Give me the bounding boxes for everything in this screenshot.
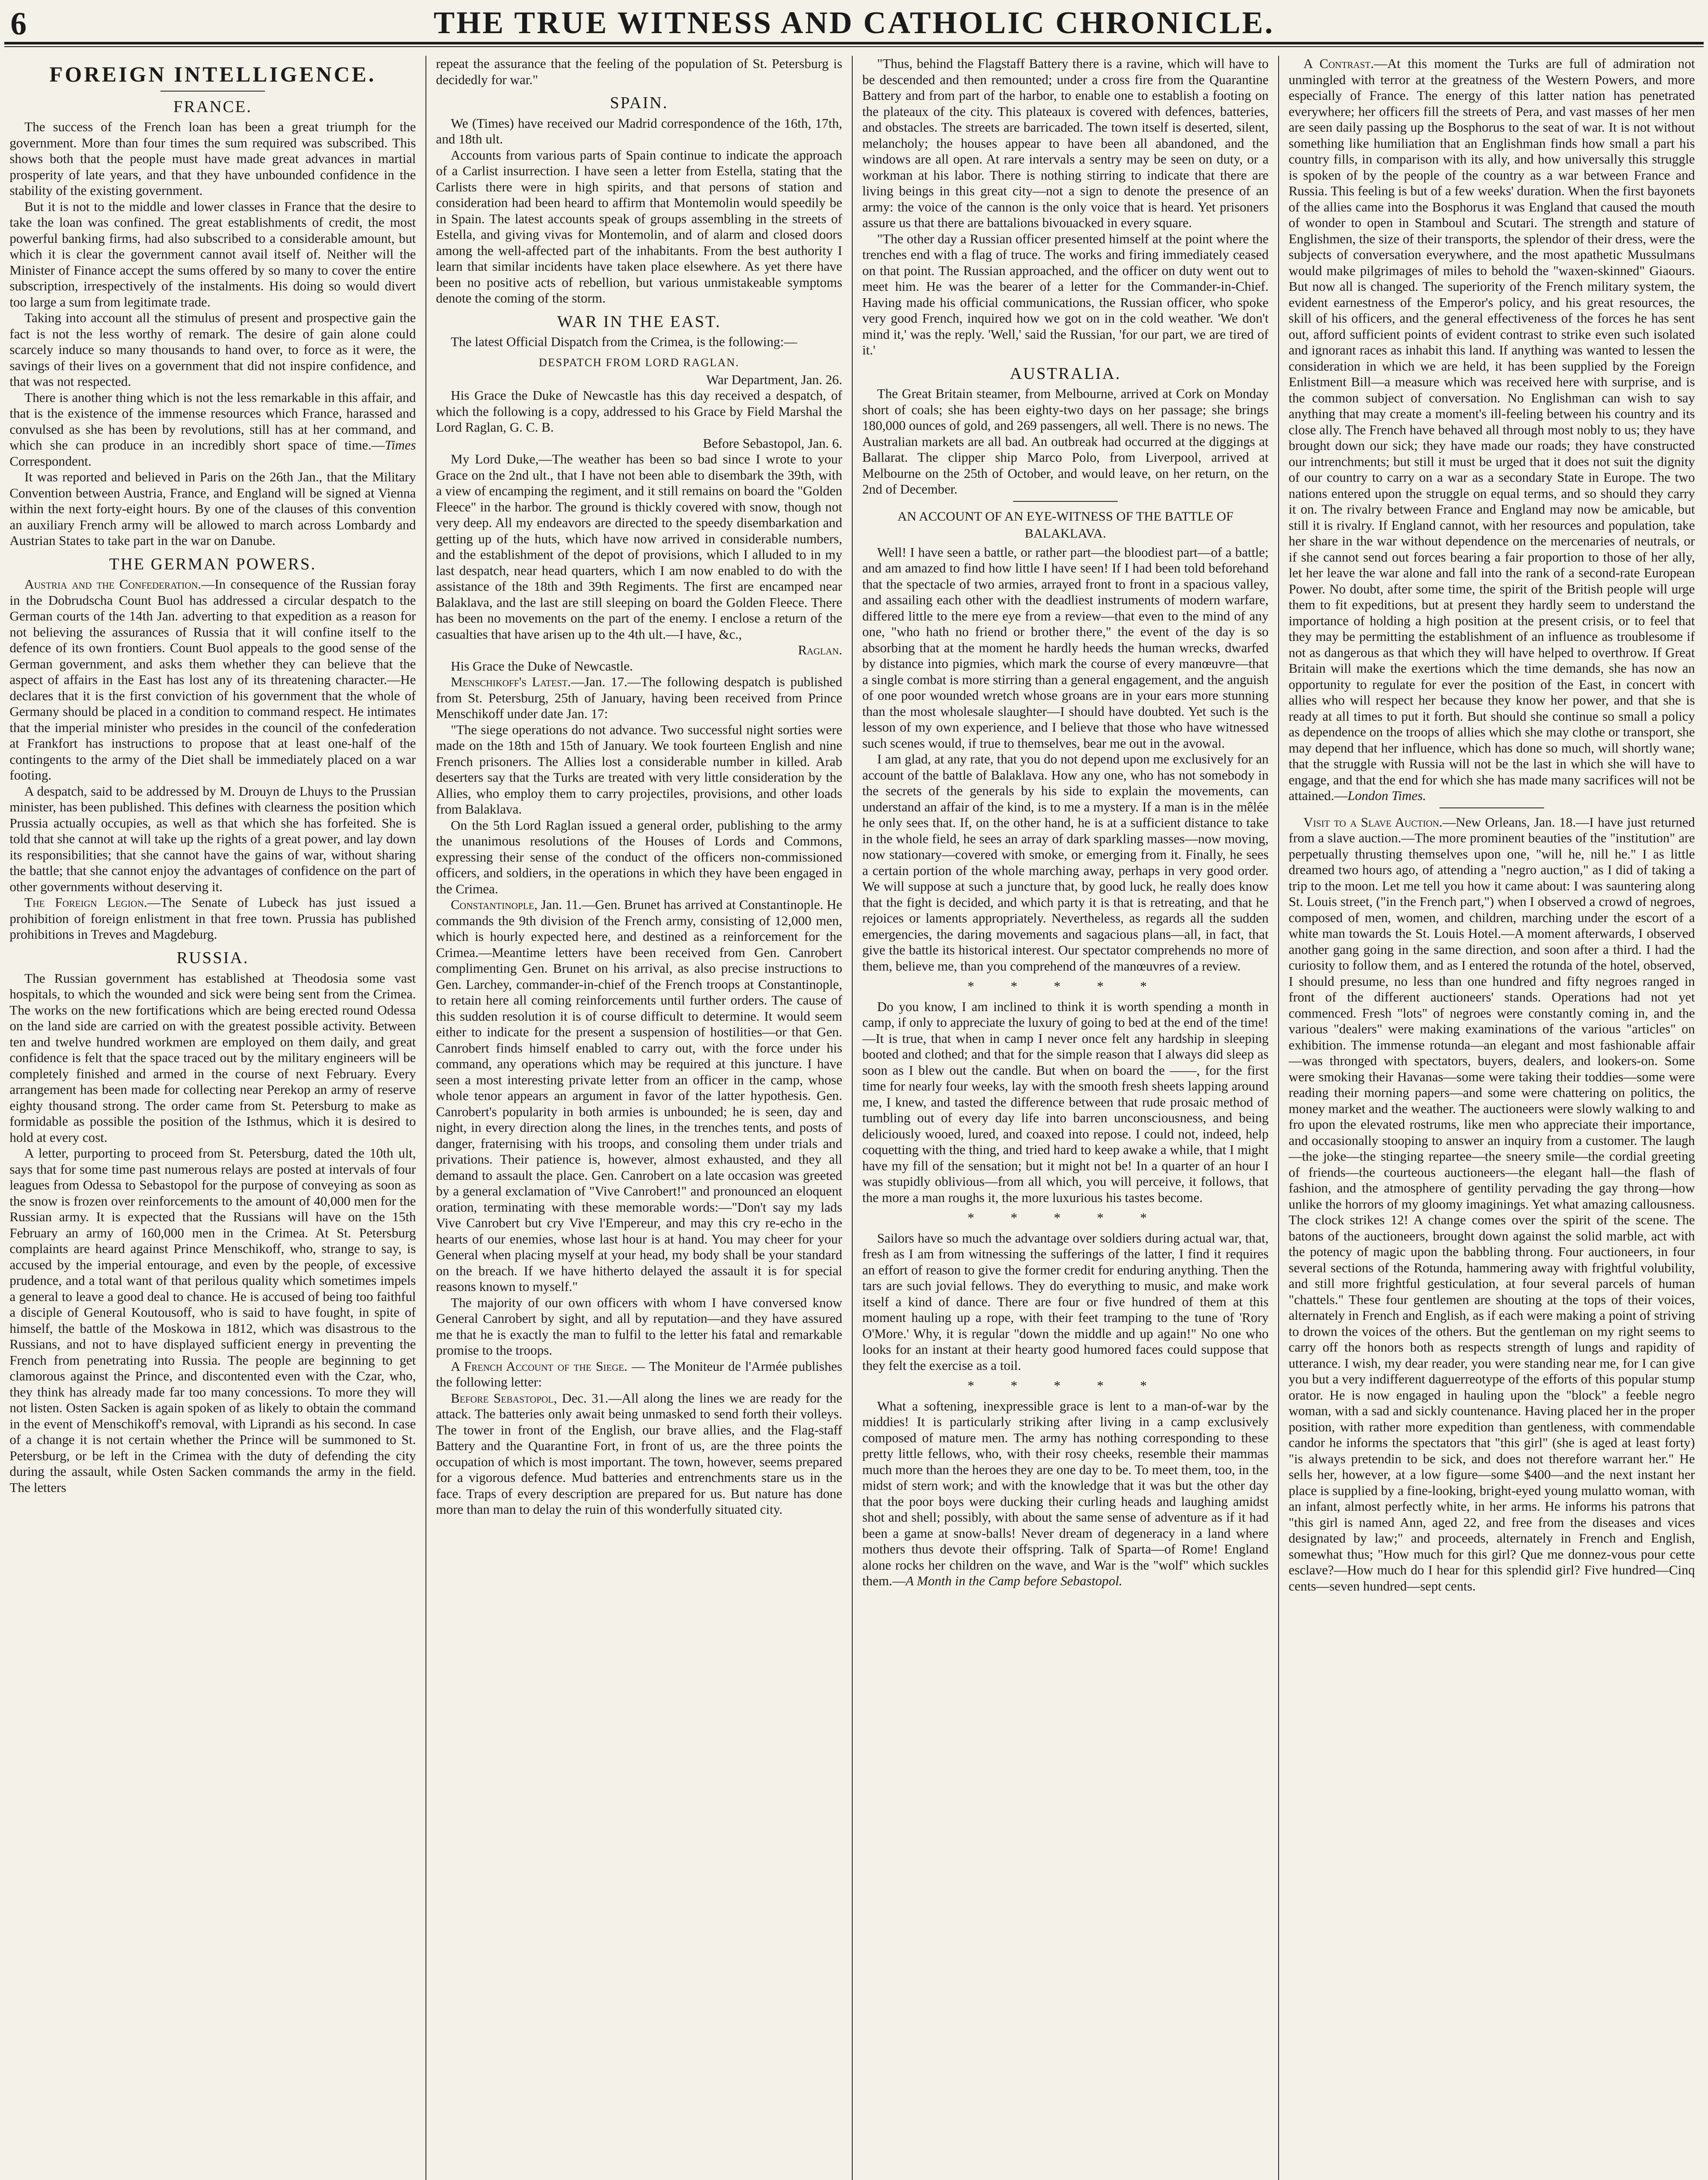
war-paragraph-10 [436,1359,842,1390]
newspaper-title: THE TRUE WITNESS AND CATHOLIC CHRONICLE. [433,5,1275,40]
column-1 [10,56,416,2180]
page-number: 6 [10,6,27,42]
paragraph-lead: Before Sebastopol, [451,1390,557,1406]
spain-paragraph-2: Accounts from various parts of Spain continue to indicate the approach of a Carlist insurrection. I have seen a letter from Estella, stating that the Carlists there were in high spirits, and that persons of station and consideration had been heard to affirm that Montemolin would speedily be in Spain. The latest accounts speak of groups assembling in the streets of Estella, and giving vivas for Montemolin, and of alarm and closed doors among the well-affected part of the inhabitants. From the best authority I learn that similar incidents have taken place elsewhere. As yet there have been no positive acts of rebellion, but various unmistakeable symptoms denote the coming of the storm. [436,147,842,306]
paragraph-text: —The Senate of Lubeck has just issued a prohibition of foreign enlistment in that free town. Prussia has published prohibitions in Treves and Magdeburg. [10,895,416,942]
paragraph-lead: The Foreign Legion. [24,895,147,910]
paragraph-lead: Constantinople, [451,897,538,913]
source-credit-tail: Correspondent. [10,453,92,469]
account-paragraph-5 [862,1398,1269,1589]
war-paragraph-9: The majority of our own officers with whom I have conversed know General Canrobert by sight, and all by reputation—and they have assured me that he is exactly the man to fulfil to the letter his fatal and remarkable promise to the troops. [436,1295,842,1358]
paragraph-lead: Visit to a Slave Auction. [1303,814,1443,830]
signature: Raglan. [798,643,842,658]
heading-eye-witness-account: AN ACCOUNT OF AN EYE-WITNESS OF THE BATTLE OF BALAKLAVA. [897,509,1234,541]
siege-paragraph-1: "Thus, behind the Flagstaff Battery there is a ravine, which will have to be descended and then remounted; under a cross fire from the Quarantine Battery and from part of the harbor, to enable one to establish a footing on the plateaux of the city. This plateaux is covered with defences, batteries, and obstacles. The streets are barricaded. The town itself is deserted, silent, melancholy; the houses appear to have been all abandoned, and the windows are all open. At rare intervals a sentry may be seen on duty, or a workman at his labor. There is nothing stirring to indicate that there are living beings in this great city—not a sign to denote the presence of an army: the voice of the cannon is the only voice that is heard. Yet prisoners assure us that there are battalions bivouacked in every square. [862,56,1269,230]
paragraph-text: Dec. 31.—All along the lines we are ready for the attack. The batteries only await being unmasked to send forth their volleys. The tower in front of the English, our brave allies, and the Flag-staff Battery and the Quarantine Fort, in front of us, are the three points the occupation of which is most important. The town, however, seems prepared for a vigorous defence. Mud batteries and entrenchments stare us in the face. Traps of every description are prepared for us. But nature has done more than man to delay the ruin of this wonderfully situated city. [436,1390,842,1517]
france-paragraph-4-text: There is another thing which is not the less remarkable in this affair, and that is the existence of the immense resources which France, harassed and convulsed as she has been by revolutions, still has at her command, and which she can produce in an incredibly short space of time.— [10,390,416,453]
heading-rule [1013,501,1118,502]
heading-german-powers: THE GERMAN POWERS. [109,555,316,573]
france-paragraph-4 [10,390,416,470]
russia-continued: repeat the assurance that the feeling of the population of St. Petersburg is decidedly for war." [436,56,842,87]
masthead-rule-thin [4,46,1704,47]
heading-rule [160,91,265,92]
paragraph-text: —Jan. 17.—The following despatch is published from St. Petersburg, 25th of January, having been received from Prince Menschikoff under date Jan. 17: [436,674,842,722]
dateline: Before Sebastopol, Jan. 6. [703,436,842,451]
source-credit: London Times. [1347,788,1426,803]
german-paragraph-3 [10,895,416,943]
heading-australia: AUSTRALIA. [1010,364,1121,383]
dateline: War Department, Jan. 26. [706,372,842,387]
war-paragraph-8 [436,897,842,1295]
contrast-paragraph [1289,56,1695,804]
article-rule [1439,807,1544,808]
france-paragraph-3: Taking into account all the stimulus of present and prospective gain the fact is not the less worthy of remark. The desire of gain alone could scarcely induce so many thousands to hand over, to force as it were, the savings of their lives on a government that did not inspire confidence, and that was not respected. [10,310,416,389]
column-4 [1289,56,1695,2180]
war-paragraph-11 [436,1390,842,1518]
france-paragraph-1: The success of the French loan has been a great triumph for the government. More than four times the sum required was subscribed. This shows both that the people must have made great advances in martial prosperity of late years, and that they have unbounded confidence in the stability of the existing government. [10,119,416,198]
australia-paragraph-1: The Great Britain steamer, from Melbourne, arrived at Cork on Monday short of coals; she has been eighty-two days on her passage; she brings 180,000 ounces of gold, and 269 passengers, all well. There is no news. The Australian markets are all bad. An outbreak had occurred at the diggings at Ballarat. The clipper ship Marco Polo, from Liverpool, arrived at Melbourne on the 25th of October, and would leave, on her return, on the 2nd of December. [862,386,1269,497]
france-paragraph-5: It was reported and believed in Paris on the 26th Jan., that the Military Convention between Austria, France, and England will be signed at Vienna within the next forty-eight hours. By one of the clauses of this convention an auxiliary French army will be allowed to march across Lombardy and Austrian States to take part in the war on Danube. [10,470,416,548]
column-rule [1278,56,1279,2180]
siege-paragraph-2: "The other day a Russian officer presented himself at the point where the trenches end with a flag of truce. The works and firing immediately ceased on that point. The Russian approached, and the officer on duty went out to meet him. He was the bearer of a letter for the Commander-in-Chief. Having made his official communications, the Russian officer, who spoke very good French, inquired how we got on in the cold weather. 'We don't mind it,' was the reply. 'Well,' said the Russian, 'for our part, we are tired of it.' [862,231,1269,358]
paragraph-lead: Austria and the Confederation. [24,577,201,592]
war-paragraph-3: My Lord Duke,—The weather has been so bad since I wrote to your Grace on the 2nd ult., that I have not been able to disembark the 39th, with a view of encamping the regiment, and it still remains on board the "Golden Fleece" in the harbor. The ground is thickly covered with snow, though not very deep. All my endeavors are directed to the speedy disembarkation and getting up of the huts, which have now arrived in considerable numbers, and the establishment of the depot of provisions, which I alluded to in my last despatch, near head quarters, which I am now enabled to do with the assistance of the 18th and 39th Regiments. The first are encamped near Balaklava, and the last are still sleeping on board the Golden Fleece. There has been no movements on the part of the enemy. I enclose a return of the casualties that have arisen up to the 4th ult.—I have, &c., [436,452,842,642]
heading-france: FRANCE. [173,97,252,116]
spain-paragraph-1: We (Times) have received our Madrid correspondence of the 16th, 17th, and 18th ult. [436,116,842,147]
paragraph-text: Jan. 11.—Gen. Brunet has arrived at Constantinople. He commands the 9th division of the French army, consisting of 12,000 men, which is hourly expected here, and destined as a reinforcement for the Crimea.—Meantime letters have been received from Gen. Canrobert complimenting Gen. Brunet on his arrival, as also precise instructions to Gen. Larchey, commander-in-chief of the French troops at Constantinople, to retain here all coming reinforcements until further orders. The cause of this sudden resolution it is of course difficult to determine. It would seem either to indicate for the present a suspension of hostilities—or that Gen. Canrobert finds himself enabled to carry out, with the force under his command, any operations which may be required at this juncture. I have seen a most interesting private letter from an officer in the camp, whose whole tenor appears an argument in favor of the latter hypothesis. Gen. Canrobert's popularity in both armies is unbounded; he is seen, day and night, in every direction along the lines, in the trenches tents, and posts of danger, fraternising with his troops, and consoling them under trials and privations. Their patience is, however, almost exhausted, and they all demand to assault the place. Gen. Canrobert on a late occasion was greeted by a general exclamation of "Vive Canrobert!" and pronounced an eloquent oration, terminating with these memorable words:—"Don't say my lads Vive Canrobert but cry Vive l'Empereur, and may this cry re-echo in the hearts of our enemies, whose last hour is at hand. You may cheer for your General when placing myself at your head, my body shall be your standard on the breach. If we have hitherto delayed the assault it is for special reasons known to myself." [436,897,842,1294]
section-divider-stars: * * * * * [967,979,1164,994]
war-paragraph-4: His Grace the Duke of Newcastle. [451,658,633,674]
paragraph-text: —At this moment the Turks are full of admiration not unmingled with terror at the greatness of the Western Powers, and more especially of France. The energy of this latter nation has penetrated everywhere; her officers fill the streets of Pera, and vast masses of her men are seen daily passing up the Bosphorus to the seat of war. It is not without something like humiliation that an Englishman finds how small a part his country fills, in comparison with its ally, and how universally this struggle is spoken of by the people of the country as a war between France and Russia. This feeling is but of a few weeks' duration. When the first bayonets of the allies came into the Bosphorus it was England that caused the mouth of wonder to open in Stamboul and Scutari. The strength and stature of Englishmen, the size of their transports, the splendor of their dress, were the subjects of conversation everywhere, and the most apathetic Mussulmans would make pilgrimages of miles to behold the "waxen-skinned" Giaours. But now all is changed. The superiority of the French military system, the evident earnestness of the Emperor's policy, and his great resources, the skill of his officers, and the general effectiveness of the forces he has sent out, afford sufficient points of evident contrast to strike even such isolated and ignorant races as inhabit this land. If anything was wanted to lessen the consideration in which we are held, it has been supplied by the Foreign Enlistment Bill—a measure which was received here with surprise, and is the common subject of conversation. No Englishman can wish to say anything that may create a moment's ill-feeling between his country and its close ally. The French have behaved all through most nobly to us; they have brought down our sick; they have made our roads; they have constructed our intrenchments; but still it must be urged that it does not suit the dignity of our country to carry on a war as a secondary State in Europe. The two nations entered upon the struggle on equal terms, and so should they carry it on. The rivalry between France and England may now be amicable, but still it is rivalry. If England cannot, with her resources and population, take her share in the war without dependence on the mercenaries of neutrals, or if she cannot send out forces bearing a fair proportion to those of her ally, let her leave the war alone and fall into the rank of a second-rate European Power. No doubt, after some time, the spirit of the British people will urge them to fit expeditions, but at present they hardly seem to understand the importance of holding a high position at the present crisis, or to feel that they may be permitting the establishment of an influence as troublesome if not as dangerous as that which they will have helped to overthrow. If Great Britain will make the exertions which the time demands, she has now an opportunity to regulate for ever the position of the East, in concert with allies who will respect her because they know her power, and that she is ready at all times to put it forth. But should she continue so small a policy as dependence on the troops of allies which she may clothe or transport, she may depend that her influence, which has done so much, will shortly wane; that the struggle with Russia will not be the last in which she will have to engage, and that the end for which she has made many sacrifices will not be attained.— [1289,56,1695,803]
column-rule [425,56,426,2180]
paragraph-lead: Menschikoff's Latest. [451,674,571,690]
war-paragraph-2: His Grace the Duke of Newcastle has this day received a despatch, of which the following is a copy, addressed to his Grace by Field Marshal the Lord Raglan, G. C. B. [436,388,842,435]
section-divider-stars: * * * * * [967,1378,1164,1393]
russia-paragraph-1: The Russian government has established at Theodosia some vast hospitals, to which the wounded and sick were being sent from the Crimea. The works on the new fortifications which are being erected round Odessa on the land side are carried on with the greatest possible activity. Between ten and twelve hundred workmen are employed on them daily, and great confidence is felt that the space traced out by the military engineers will be completely finished and armed in the course of next February. Every arrangement has been made for collecting near Perekop an army of reserve eighty thousand strong. The order came from St. Petersburg to make as formidable as possible the position of the Isthmus, which it is desired to hold at every cost. [10,971,416,1145]
masthead-rule [4,42,1704,44]
source-credit: Times [384,438,416,453]
france-paragraph-2: But it is not to the middle and lower classes in France that the desire to take the loan was confined. The great establishments of credit, the most powerful banking firms, had also subscribed to a considerable amount, but which it is clear the government cannot avail itself of. Neither will the Minister of Finance accept the sums offered by so many to cover the entire subscription, irrespectively of the instalments. His doing so would divert too large a sum from legitimate trade. [10,199,416,310]
war-paragraph-5 [436,674,842,722]
column-2 [436,56,842,2180]
paragraph-lead: A French Account of the Siege. [451,1359,628,1374]
heading-war-in-the-east: WAR IN THE EAST. [557,312,721,331]
german-paragraph-1 [10,576,416,783]
paragraph-text: What a softening, inexpressible grace is lent to a man-of-war by the middies! It is particularly striking after living in a camp exclusively composed of mature men. The army has nothing corresponding to these pretty little fellows, who, with their rosy cheeks, resemble their mammas much more than the heroes they are one day to be. To meet them, too, in the midst of stern work; and with the knowledge that it was but the other day that the poor boys were ducking their curling heads and laughing amidst shot and shell; possibly, with about the same sense of adventure as if it had been a game at snow-balls! Never dream of degeneracy in a land where mothers thus devote their offspring. Talk of Sparta—of Rome! England alone rocks her children on the wave, and War is the "wolf" which suckles them.— [862,1398,1269,1589]
account-paragraph-2: I am glad, at any rate, that you do not depend upon me exclusively for an account of the battle of Balaklava. How any one, who has not somebody in the secrets of the generals by his side to explain the movements, can understand an affair of the kind, is to me a mystery. If a man is in the mêlée he only sees that. If, on the other hand, he is at a sufficient distance to take in the whole field, he sees an array of dark sparkling masses—now moving, now stationary—covered with smoke, or emerging from it. Finally, he sees a certain portion of the whole marching away, perhaps in very good order. We will suppose at such a juncture that, by good luck, he really does know that the fight is decided, and which party it is that is retreating, and that he rejoices or laments appropriately. Nevertheless, as regards all the sudden emergencies, the daring movements and sagacious plans—all, in fact, that give the battle its historical interest. Our spectator comprehends no more of them, believe me, than you comprehend of the manœuvres of a review. [862,752,1269,974]
russia-paragraph-2: A letter, purporting to proceed from St. Petersburg, dated the 10th ult, says that for some time past numerous relays are posted at intervals of four leagues from Odessa to Sebastopol for the purpose of conveying as soon as the snow is frozen over reinforcements to the amount of 40,000 men for the Russian army. It is expected that the Russians will have on the 15th February an army of 160,000 men in the Crimea. At St. Petersburg complaints are heard against Prince Menschikoff, who, strange to say, is accused by the imperial entourage, and even by the people, of excessive prudence, and a total want of that perilous quality which sometimes impels a general to leave a good deal to chance. He is accused of being too faithful a disciple of General Koutousoff, who is said to have fought, in spite of himself, the battle of the Moskowa in 1812, which was disastrous to the Russians, and not to have displayed sufficient energy in preventing the French from penetrating into Russia. The people are beginning to get clamorous against the Prince, and discontented even with the Czar, who, they think has already made far too many concessions. To more they will not listen. Osten Sacken is again spoken of as likely to obtain the command in the event of Menschikoff's removal, with Liprandi as his second. In case of a change it is not certain whether the Prince will be summoned to St. Petersburg, or be left in the Crimea with the duty of defending the city during the assault, while Osten Sacken commands the army in the field. The letters [10,1146,416,1495]
dispatch-heading: DESPATCH FROM LORD RAGLAN. [539,356,739,369]
heading-spain: SPAIN. [610,94,668,112]
source-credit: A Month in the Camp before Sebastopol. [905,1574,1123,1589]
paragraph-text: —In consequence of the Russian foray in the Dobrudscha Count Buol has addressed a circular despatch to the German courts of the 14th Jan. adverting to that expedition as a reason for not believing the assurances of Russia that it will confine itself to the defence of its own frontiers. Count Buol appeals to the good sense of the German government, and asks them whether they can believe that the aspect of affairs in the East has lost any of its threatening character.—He declares that it is the first conviction of his government that the whole of Germany should be placed in a condition to command respect. He intimates that the imperial minister who presides in the council of the confederation at Frankfort has instructions to propose that at least one-half of the contingents to the army of the Diet shall be immediately placed on a war footing. [10,577,416,783]
paragraph-text: — The Moniteur de l'Armée publishes the following letter: [436,1359,842,1390]
column-3 [862,56,1269,2180]
war-paragraph-1: The latest Official Dispatch from the Crimea, is the following:— [451,334,797,350]
paragraph-lead: A Contrast. [1303,56,1374,71]
masthead [0,0,1708,48]
heading-russia: RUSSIA. [177,948,249,967]
column-rule [852,56,853,2180]
account-paragraph-3: Do you know, I am inclined to think it is worth spending a month in camp, if only to appreciate the luxury of going to bed at the end of the time!—It is true, that when in camp I never once felt any hardship in sleeping booted and clothed; and that for the simple reason that I always did sleep as soon as I blew out the candle. But when on board the ——, for the first time for nearly four weeks, lay with the smooth fresh sheets lapping around me, I knew, and tasted the difference between that rude prosaic method of tumbling out of every day life into barren unconsciousness, and being deliciously wooed, lured, and coaxed into repose. I could not, indeed, help coquetting with the thing, and tried hard to keep awake a while, that I might have my fill of the sensation; but it might not be! In a quarter of an hour I was stupidly oblivious—from all which, you will perceive, it follows, that the more a man roughs it, the more luxurious his tastes become. [862,999,1269,1205]
german-paragraph-2: A despatch, said to be addressed by M. Drouyn de Lhuys to the Prussian minister, has been published. This defines with clearness the position which Prussia actually occupies, as well as that which she has forfeited. She is told that she cannot at will take up the rights of a great power, and lay down its responsibilities; that she cannot have the gains of war, without sharing the battle; that she cannot enjoy the advantages of confidence on the part of other governments without deserving it. [10,783,416,894]
account-paragraph-4: Sailors have so much the advantage over soldiers during actual war, that, fresh as I am from witnessing the sufferings of the latter, I find it requires an effort of reason to give the former credit for enduring anything. Then the tars are such jovial fellows. They do everything to music, and make work itself a kind of dance. There are four or five hundred of them at this moment hauling up a rope, with their feet tramping to the tune of 'Rory O'More.' Why, it is regular "down the middle and up again!" No one who looks for an instant at their hearty good humored faces could suppose that they felt the exercise as a toil. [862,1230,1269,1373]
slave-auction-paragraph [1289,814,1695,1594]
war-paragraph-6: "The siege operations do not advance. Two successful night sorties were made on the 18th and 15th of January. We took fourteen English and nine French prisoners. The Allies lost a considerable number in killed. Arab deserters say that the Turks are treated with very little consideration by the Allies, who employ them to carry projectiles, provisions, and other loads from Balaklava. [436,722,842,817]
section-divider-stars: * * * * * [967,1210,1164,1226]
section-heading-foreign-intelligence: FOREIGN INTELLIGENCE. [49,62,376,86]
account-paragraph-1: Well! I have seen a battle, or rather part—the bloodiest part—of a battle; and am amazed to find how little I have seen! If I had been told beforehand that the spectacle of two armies, arrayed front to front in a spacious valley, and assailing each other with the deadliest instruments of modern warfare, differed little to the mere eye from a review—that even to the mind of any one, "who hath no friend or brother there," the event of the day is so absorbing that at the moment he hardly heeds the human wrecks, dwarfed by distance into pigmies, which mark the course of every manœuvre—that a single combat is more stirring than a general engagement, and the anguish of one poor wounded wretch whose groans are in your ears more stunning than the most wholesale slaughter—I should have doubted. Yet such is the lesson of my own experience, and I believe that those who have witnessed such scenes would, if true to themselves, bear me out in the avowal. [862,545,1269,751]
paragraph-text: —New Orleans, Jan. 18.—I have just returned from a slave auction.—The more prominent beauties of the "institution" are perpetually thrusting themselves upon one, "will he, nill he." I as little dreamed two hours ago, of attending a "negro auction," as I did of taking a trip to the moon. Let me tell you how it came about: I was sauntering along St. Louis street, ("in the French part,") when I observed a crowd of negroes, composed of men, women, and children, marching under the escort of a white man towards the St. Louis Hotel.—A moment afterwards, I observed another gang going in the same direction, and soon after a third. I had the curiosity to follow them, and as I entered the rotunda of the hotel, observed, I should presume, no less than one hundred and fifty negroes ranged in front of the different auctioneers' stands. Operations had not yet commenced. Fresh "lots" of negroes were constantly coming in, and the various "dealers" were making examinations of the various "articles" on exhibition. The immense rotunda—an elegant and most fashionable affair—was thronged with spectators, buyers, dealers, and lookers-on. Some were smoking their Havanas—some were taking their toddies—some were reading their morning papers—and some were chattering on politics, the money market and the weather. The auctioneers were slowly walking to and fro upon the elevated rostrums, like men who appreciate their importance, and occasionally stooping to answer an inquiry from a customer. The laugh—the joke—the stinging repartee—the sneery smile—the cordial greeting of friends—the courteous auctioneers—the elegant hall—the flash of fashion, and the atmosphere of gentility pervading the gay throng—how unlike the horrors of my gloomy imaginings. Yet what amazing callousness. The clock strikes 12! A change comes over the spirit of the scene. The batons of the auctioneers, brought down against the solid marble, act with the potency of magic upon the babbling throng. Four auctioneers, in four several sections of the Rotunda, hammering away with frightful volubility, and still more frightful gesticulation, at four several parcels of human "chattels." These four gentlemen are shouting at the tops of their voices, alternately in French and English, as if each were making a point of striving to drown the voices of the others. But the gentleman on my right seems to carry off the honors both as respects strength of lungs and rapidity of utterance. I wish, my dear reader, you were standing near me, for I can give you but a very indifferent daguerreotype of the efforts of this popular stump orator. He is now engaged in hauling upon the "block" a feeble negro woman, with a sad and sickly countenance. Having placed her in the proper position, with rather more expedition than gentleness, with commendable candor he informs the spectators that "this girl" (she is aged at least forty) "is always pretendin to be sick, and does not therefore warrant her." He sells her, however, at a low figure—some $400—and the next instant her place is supplied by a fine-looking, bright-eyed young mulatto woman, with an infant, almost perfectly white, in her arms. He informs his patrons that "this girl is named Ann, aged 22, and free from the diseases and vices designated by law;" and proceeds, alternately in French and English, somewhat thus; "How much for this girl? Que me donnez-vous pour cette esclave?—How much do I hear for this splendid girl? Five hundred—Cinq cents—seven hundred—sept cents. [1289,814,1695,1594]
war-paragraph-7: On the 5th Lord Raglan issued a general order, publishing to the army the unanimous resolutions of the Houses of Lords and Commons, expressing their sense of the conduct of the officers non-commissioned officers, and soldiers, in the operations in which they have been engaged in the Crimea. [436,818,842,896]
